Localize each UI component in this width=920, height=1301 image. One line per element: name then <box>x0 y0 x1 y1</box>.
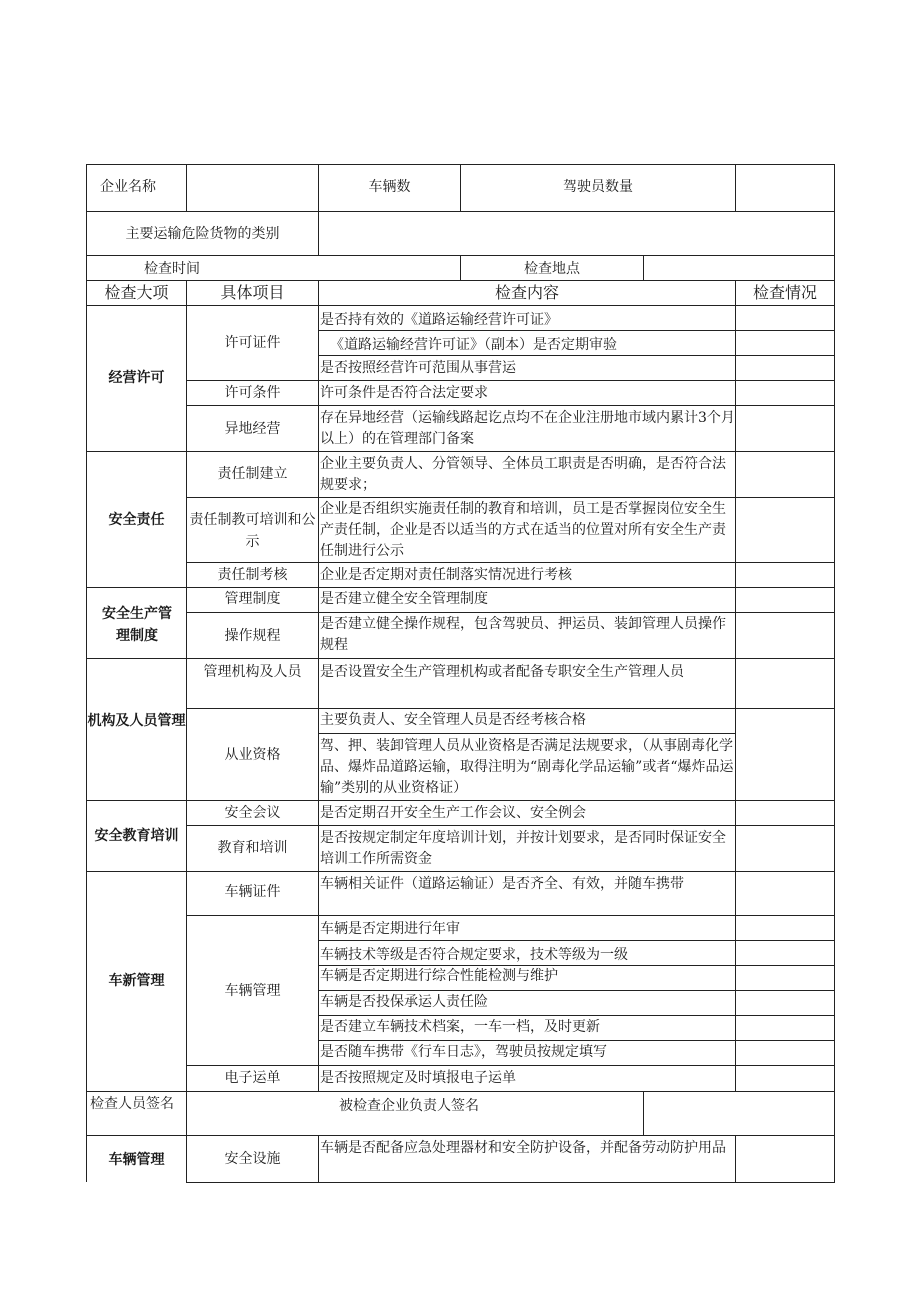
item-responsibility-training: 责任制教可培训和公示 <box>189 512 316 550</box>
content-cell: 是否建立健全操作规程，包含驾驶员、押运员、装卸管理人员操作规程 <box>320 616 726 653</box>
company-name-label: 企业名称 <box>100 179 156 195</box>
content-cell: 是否随车携带《行车日志》，驾驶员按规定填写 <box>320 1044 607 1060</box>
column-header-item: 具体项目 <box>220 283 285 302</box>
content-cell: 《道路运输经营许可证》（副本）是否定期审验 <box>330 337 617 353</box>
rule <box>186 708 835 709</box>
content-cell: 是否按规定制定年度培训计划，并按计划要求，是否同时保证安全培训工作所需资金 <box>320 830 726 867</box>
content-cell: 车辆是否定期进行年审 <box>320 921 460 937</box>
item-vehicle-management: 车辆管理 <box>224 983 281 999</box>
vehicle-count-label: 车辆数 <box>368 179 411 195</box>
rule <box>86 658 835 659</box>
item-remote-operation: 异地经营 <box>224 421 281 437</box>
content-cell: 是否按照经营许可范围从事营运 <box>320 360 516 376</box>
item-safety-facilities: 安全设施 <box>224 1151 281 1167</box>
rule <box>186 164 187 211</box>
rule <box>86 211 835 212</box>
content-cell: 车辆相关证件（道路运输证）是否齐全、有效，并随车携带 <box>320 876 684 892</box>
content-cell: 是否定期召开安全生产工作会议、安全例会 <box>320 805 586 821</box>
rule <box>186 562 835 563</box>
rule <box>86 164 87 1182</box>
column-header-content: 检查内容 <box>494 283 559 302</box>
goods-category-label: 主要运输危险货物的类别 <box>125 226 280 242</box>
rule <box>86 280 835 281</box>
inspection-place-label: 检查地点 <box>524 261 580 277</box>
column-header-category: 检查大项 <box>104 283 169 302</box>
rule <box>86 871 835 872</box>
content-cell: 企业主要负责人、分管领导、全体员工职责是否明确，是否符合法规要求； <box>320 456 726 493</box>
item-management-system: 管理制度 <box>224 591 281 607</box>
content-cell: 车辆技术等级是否符合规定要求，技术等级为一级 <box>320 947 628 963</box>
rule <box>86 1135 835 1136</box>
content-cell: 企业是否组织实施责任制的教育和培训，员工是否掌握岗位安全生产责任制，企业是否以适当的方式在适当的位置对所有安全生产责任制进行公示 <box>320 501 726 559</box>
content-cell: 主要负责人、安全管理人员是否经考核合格 <box>320 712 586 728</box>
content-cell: 车辆是否配备应急处理器材和安全防护设备，并配备劳动防护用品 <box>320 1140 726 1156</box>
rule <box>186 1182 835 1183</box>
rule <box>318 355 835 356</box>
content-cell: 车辆是否定期进行综合性能检测与维护 <box>320 968 558 984</box>
item-operating-procedures: 操作规程 <box>224 628 281 644</box>
rule <box>86 305 835 306</box>
item-license-certificate: 许可证件 <box>224 335 281 351</box>
content-cell: 是否按照规定及时填报电子运单 <box>320 1070 516 1086</box>
rule <box>86 587 835 588</box>
content-cell: 许可条件是否符合法定要求 <box>320 385 488 401</box>
inspection-time-label: 检查时间 <box>144 261 200 277</box>
rule <box>318 940 835 941</box>
category-vehicle-management-b: 车辆管理 <box>108 1152 165 1168</box>
rule <box>86 451 835 452</box>
item-vehicle-documents: 车辆证件 <box>224 884 281 900</box>
rule <box>318 1135 319 1182</box>
item-safety-meeting: 安全会议 <box>224 805 281 821</box>
category-vehicle-management-a: 车新管理 <box>108 973 165 989</box>
item-education-training: 教育和培训 <box>217 840 288 856</box>
rule <box>735 280 736 1091</box>
item-responsibility-assessment: 责任制考核 <box>217 567 288 583</box>
inspected-signature-label: 被检查企业负责人签名 <box>339 1098 479 1114</box>
category-safety-management-system: 安全生产管理制度 <box>102 606 172 644</box>
rule <box>186 825 835 826</box>
item-license-conditions: 许可条件 <box>224 385 281 401</box>
rule <box>86 800 835 801</box>
content-cell: 驾、押、装卸管理人员从业资格是否满足法规要求，（从事剧毒化学品、爆炸品道路运输，取得注明为“剧毒化学品运输”或者“爆炸品运输”类别的从业资格证） <box>320 738 734 796</box>
inspector-signature-label: 检查人员签名 <box>90 1096 174 1112</box>
rule <box>186 612 835 613</box>
category-safety-education: 安全教育培训 <box>94 828 179 844</box>
content-cell: 是否建立车辆技术档案，一车一档，及时更新 <box>320 1019 600 1035</box>
content-cell: 车辆是否投保承运人责任险 <box>320 994 488 1010</box>
rule <box>186 405 835 406</box>
content-cell: 存在异地经营（运输线路起讫点均不在企业注册地市域内累计3个月以上）的在管理部门备案 <box>320 410 735 447</box>
rule <box>318 1015 835 1016</box>
item-electronic-waybill: 电子运单 <box>224 1070 281 1086</box>
category-business-license: 经营许可 <box>108 370 165 386</box>
item-management-org: 管理机构及人员 <box>203 664 302 680</box>
rule <box>735 1135 736 1182</box>
rule <box>318 733 735 734</box>
column-header-result: 检查情况 <box>752 283 817 302</box>
rule <box>86 1091 835 1092</box>
rule <box>186 380 835 381</box>
rule <box>735 164 736 211</box>
item-responsibility-setup: 责任制建立 <box>217 466 288 482</box>
category-safety-responsibility: 安全责任 <box>108 512 165 528</box>
driver-count-label: 驾驶员数量 <box>563 179 633 195</box>
content-cell: 是否持有效的《道路运输经营许可证》 <box>320 312 558 328</box>
item-qualifications: 从业资格 <box>224 747 281 763</box>
rule <box>186 915 835 916</box>
content-cell: 企业是否定期对责任制落实情况进行考核 <box>320 567 572 583</box>
rule <box>318 280 319 1091</box>
rule <box>318 990 835 991</box>
rule <box>643 255 644 280</box>
rule <box>186 1091 187 1183</box>
rule <box>834 164 835 1183</box>
content-cell: 是否建立健全安全管理制度 <box>320 591 488 607</box>
content-cell: 是否设置安全生产管理机构或者配备专职安全生产管理人员 <box>320 664 684 680</box>
rule <box>318 330 835 331</box>
rule <box>643 1091 644 1135</box>
category-organization-personnel: 机构及人员管理 <box>87 713 186 729</box>
rule <box>318 1040 835 1041</box>
rule <box>186 1065 835 1066</box>
rule <box>186 497 835 498</box>
